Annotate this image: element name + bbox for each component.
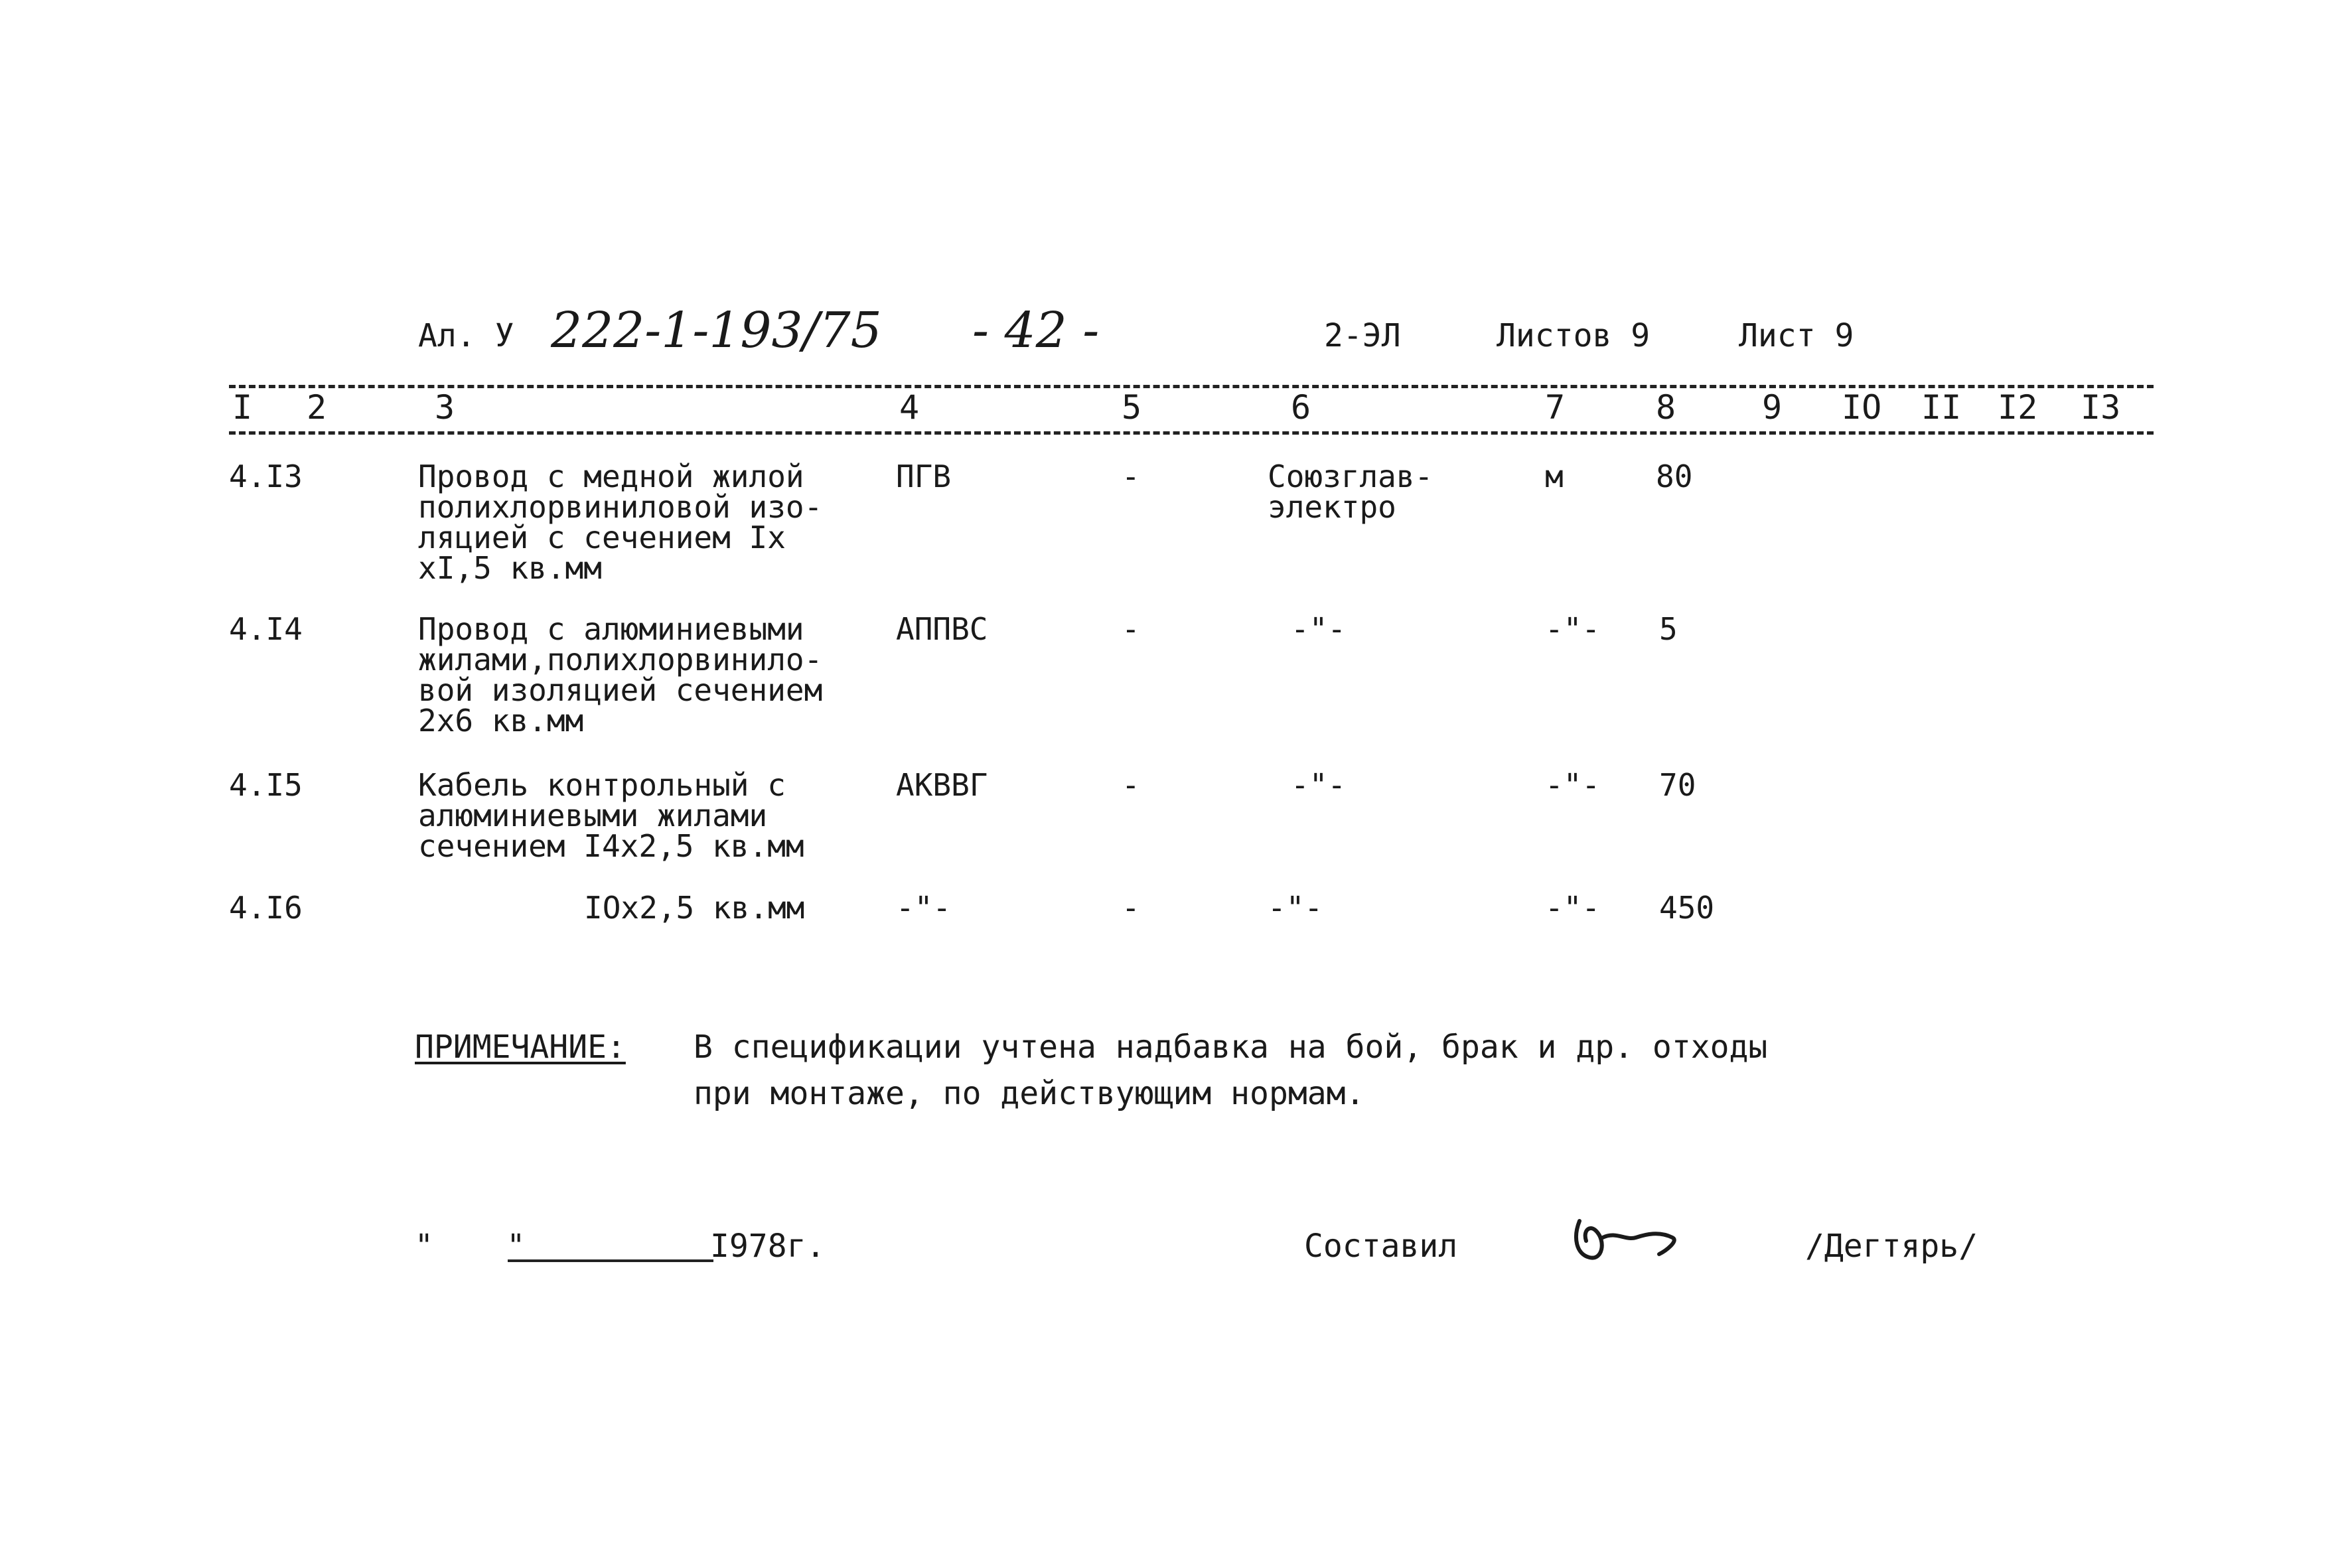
row-unit: -"-: [1545, 611, 1601, 647]
column-number: I3: [2081, 388, 2121, 427]
row-type: АППВС: [896, 611, 988, 647]
note-line-2: при монтаже, по действующим нормам.: [694, 1075, 1365, 1112]
row-supplier: -"-: [1291, 767, 1347, 803]
signature: [1566, 1211, 1692, 1271]
row-code: -: [1122, 890, 1140, 926]
compiled-label: Составил: [1304, 1228, 1458, 1265]
row-type: -"-: [896, 890, 952, 926]
date-quotes: " ": [415, 1228, 526, 1263]
section-code: 2-ЭЛ: [1324, 317, 1401, 354]
row-code: -: [1122, 611, 1140, 647]
row-quantity: 5: [1659, 611, 1678, 647]
year: I978г.: [710, 1228, 826, 1265]
column-number: 7: [1545, 388, 1566, 427]
row-supplier: -"-: [1291, 611, 1347, 647]
note-line-1: В спецификации учтена надбавка на бой, брак и др. отходы: [694, 1029, 1768, 1066]
compiler-name: /Дегтярь/: [1805, 1228, 1978, 1265]
row-quantity: 80: [1656, 459, 1693, 494]
row-unit: -"-: [1545, 890, 1601, 926]
table-header-rule: [229, 431, 2154, 435]
column-number: 6: [1291, 388, 1311, 427]
column-number: I2: [1998, 388, 2038, 427]
row-quantity: 70: [1659, 767, 1696, 803]
column-number: 5: [1122, 388, 1142, 427]
column-number: 3: [435, 388, 455, 427]
column-number: 4: [899, 388, 920, 427]
row-name: Провод с медной жилой полихлорвиниловой изо- ляцией с сечением Iх хI,5 кв.мм: [418, 459, 823, 586]
date-blank-line: [508, 1259, 713, 1262]
row-name: Кабель контрольный с алюминиевыми жилами сечением I4х2,5 кв.мм: [418, 767, 804, 864]
row-name: IОх2,5 кв.мм: [584, 890, 805, 926]
album-prefix: Ал. У: [418, 317, 514, 354]
row-type: АКВВГ: [896, 767, 988, 803]
row-type: ПГВ: [896, 459, 952, 494]
column-number: 8: [1656, 388, 1676, 427]
column-number: 9: [1762, 388, 1783, 427]
note-label: ПРИМЕЧАНИЕ:: [415, 1029, 626, 1066]
sheets-total: Листов 9: [1497, 317, 1651, 354]
row-name: Провод с алюминиевыми жилами,полихлорвинило- вой изоляцией сечением 2х6 кв.мм: [418, 611, 823, 739]
album-number: 222-1-193/75: [551, 302, 882, 359]
row-unit: м: [1545, 459, 1564, 494]
sheet-current: Лист 9: [1739, 317, 1854, 354]
row-quantity: 450: [1659, 890, 1715, 926]
row-position: 4.I4: [229, 611, 303, 647]
row-position: 4.I3: [229, 459, 303, 494]
page-number: - 42 -: [972, 302, 1100, 359]
row-code: -: [1122, 459, 1140, 494]
row-supplier: -"-: [1268, 890, 1323, 926]
row-code: -: [1122, 767, 1140, 803]
row-unit: -"-: [1545, 767, 1601, 803]
row-supplier: Союзглав- электро: [1268, 459, 1433, 525]
column-number: I: [232, 388, 253, 427]
column-number: IO: [1842, 388, 1882, 427]
row-position: 4.I6: [229, 890, 303, 926]
row-position: 4.I5: [229, 767, 303, 803]
column-number: 2: [307, 388, 327, 427]
column-number: II: [1921, 388, 1962, 427]
